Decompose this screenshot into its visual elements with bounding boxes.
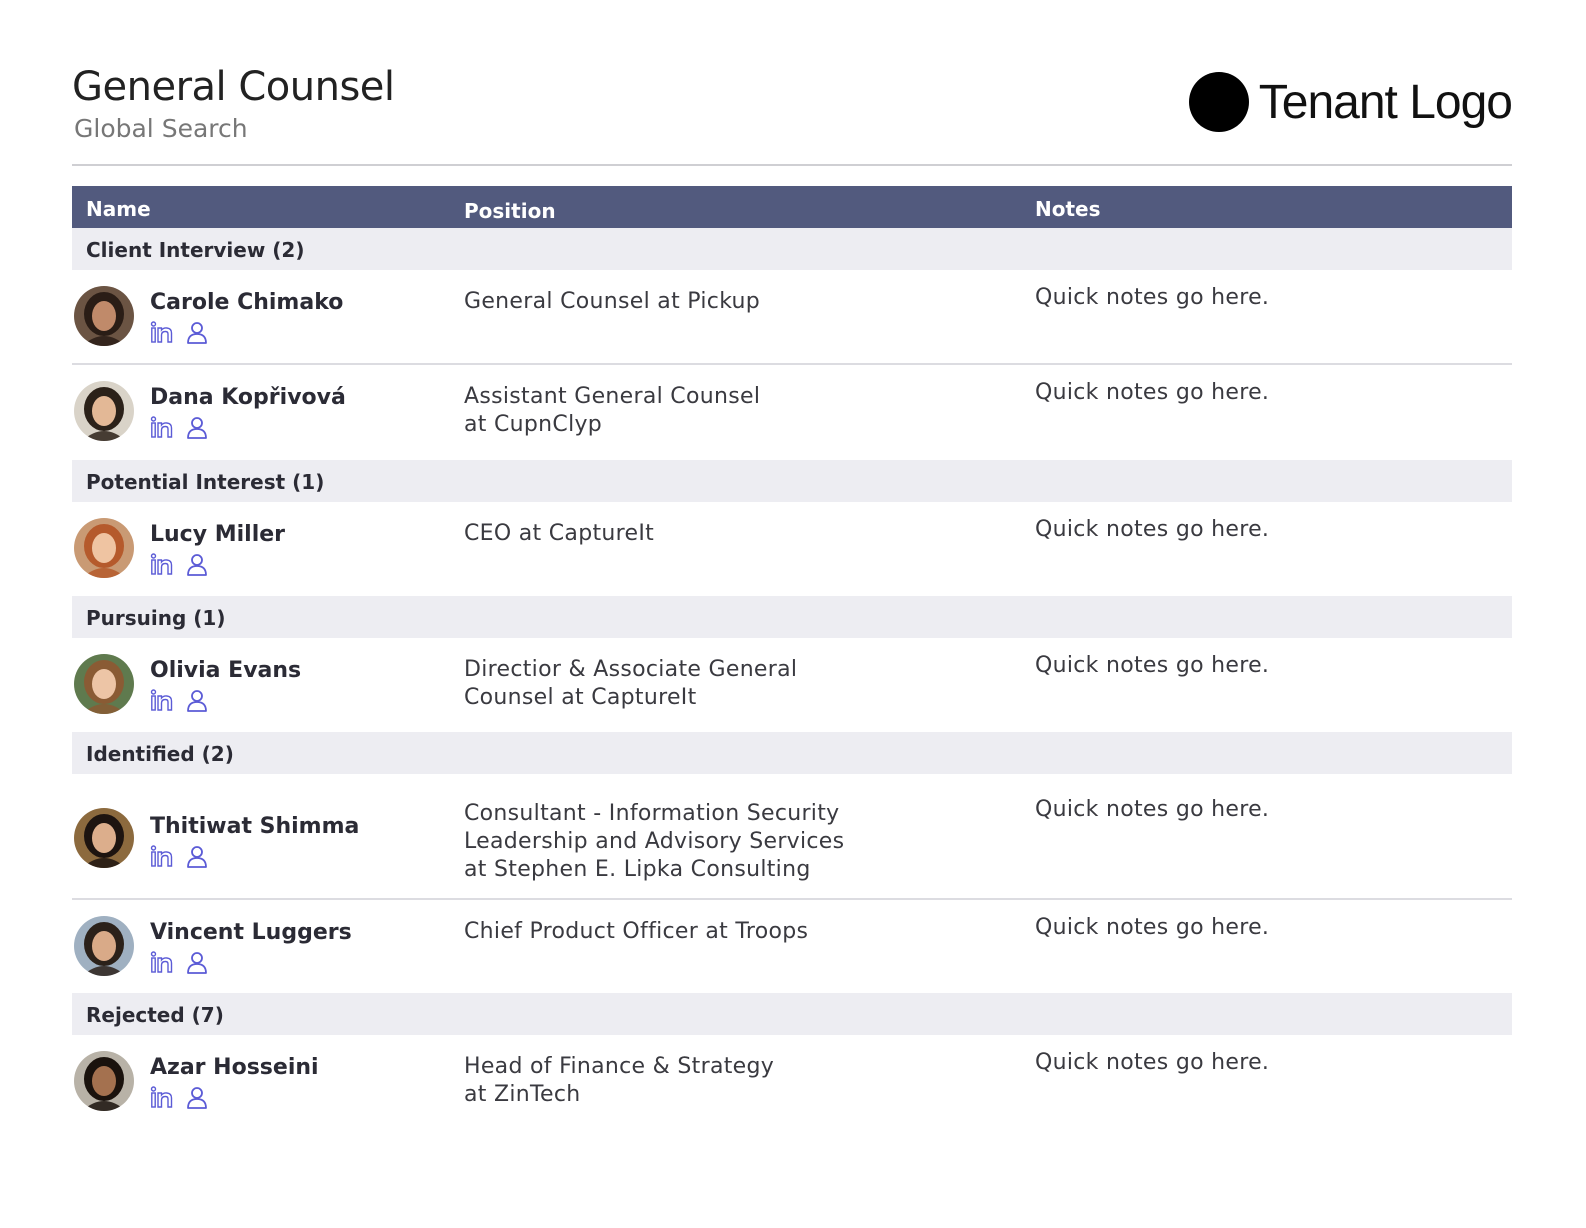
page-header [72, 0, 1512, 166]
table-row[interactable] [72, 774, 1512, 900]
person-icon[interactable] [186, 553, 212, 577]
person-icon[interactable] [186, 689, 212, 713]
position-line: Assistant General Counsel [464, 384, 761, 409]
linkedin-icon[interactable] [150, 553, 176, 577]
linkedin-icon[interactable] [150, 321, 176, 345]
position-text [464, 656, 797, 712]
results-table [72, 186, 1512, 1145]
person-name[interactable]: Dana Kopřivová [150, 385, 346, 410]
position-line: General Counsel at Pickup [464, 289, 761, 314]
linkedin-icon[interactable] [150, 951, 176, 975]
notes-text: Quick notes go here. [1035, 797, 1270, 822]
person-name[interactable]: Carole Chimako [150, 290, 344, 315]
person-icon[interactable] [186, 321, 212, 345]
person-icon[interactable] [186, 416, 212, 440]
logo-text: Tenant Logo [1258, 75, 1512, 129]
person-name[interactable]: Azar Hosseini [150, 1055, 319, 1080]
table-body [72, 228, 1512, 1145]
avatar [74, 286, 134, 346]
profile-links [150, 689, 212, 713]
profile-links [150, 416, 212, 440]
page-title: General Counsel [72, 64, 395, 110]
position-line: at ZinTech [464, 1082, 581, 1107]
position-text [464, 800, 844, 884]
notes-text: Quick notes go here. [1035, 380, 1270, 405]
position-text [464, 918, 808, 946]
person-name[interactable]: Thitiwat Shimma [150, 814, 360, 839]
table-row[interactable] [72, 365, 1512, 460]
group-header [72, 993, 1512, 1035]
group-header [72, 732, 1512, 774]
position-text [464, 520, 654, 548]
search-results-page [72, 0, 1512, 1107]
avatar [74, 916, 134, 976]
notes-text: Quick notes go here. [1035, 517, 1270, 542]
column-header-name: Name [86, 197, 151, 221]
table-row[interactable] [72, 270, 1512, 365]
group-label: Rejected (7) [86, 1003, 224, 1027]
person-icon[interactable] [186, 1086, 212, 1110]
table-row[interactable] [72, 638, 1512, 732]
position-line: Head of Finance & Strategy [464, 1054, 775, 1079]
profile-links [150, 553, 212, 577]
profile-links [150, 951, 212, 975]
group-label: Identified (2) [86, 742, 234, 766]
table-header [72, 186, 1512, 228]
tenant-logo [1189, 72, 1512, 132]
group-header [72, 460, 1512, 502]
position-line: Consultant - Information Security [464, 801, 840, 826]
group-header [72, 596, 1512, 638]
linkedin-icon[interactable] [150, 845, 176, 869]
avatar [74, 1051, 134, 1111]
person-name[interactable]: Lucy Miller [150, 522, 286, 547]
position-line: Directior & Associate General [464, 657, 798, 682]
column-header-position: Position [464, 199, 556, 223]
profile-links [150, 845, 212, 869]
position-text [464, 1053, 774, 1109]
profile-links [150, 321, 212, 345]
avatar [74, 518, 134, 578]
notes-text: Quick notes go here. [1035, 1050, 1270, 1075]
profile-links [150, 1086, 212, 1110]
position-text [464, 288, 760, 316]
group-label: Potential Interest (1) [86, 470, 325, 494]
person-name[interactable]: Olivia Evans [150, 658, 302, 683]
table-row[interactable] [72, 502, 1512, 596]
notes-text: Quick notes go here. [1035, 285, 1270, 310]
avatar [74, 808, 134, 868]
group-header [72, 228, 1512, 270]
table-row[interactable] [72, 1035, 1512, 1145]
logo-circle-icon [1189, 72, 1249, 132]
avatar [74, 381, 134, 441]
notes-text: Quick notes go here. [1035, 915, 1270, 940]
linkedin-icon[interactable] [150, 416, 176, 440]
column-header-notes: Notes [1035, 197, 1101, 221]
page-subtitle: Global Search [74, 114, 248, 143]
position-line: CEO at CaptureIt [464, 521, 655, 546]
person-icon[interactable] [186, 845, 212, 869]
position-line: at Stephen E. Lipka Consulting [464, 857, 811, 882]
person-name[interactable]: Vincent Luggers [150, 920, 352, 945]
position-text [464, 383, 760, 439]
position-line: Leadership and Advisory Services [464, 829, 845, 854]
linkedin-icon[interactable] [150, 689, 176, 713]
linkedin-icon[interactable] [150, 1086, 176, 1110]
group-label: Client Interview (2) [86, 238, 305, 262]
group-label: Pursuing (1) [86, 606, 226, 630]
table-row[interactable] [72, 900, 1512, 993]
avatar [74, 654, 134, 714]
position-line: Chief Product Officer at Troops [464, 919, 809, 944]
position-line: at CupnClyp [464, 412, 603, 437]
notes-text: Quick notes go here. [1035, 653, 1270, 678]
position-line: Counsel at CaptureIt [464, 685, 697, 710]
person-icon[interactable] [186, 951, 212, 975]
